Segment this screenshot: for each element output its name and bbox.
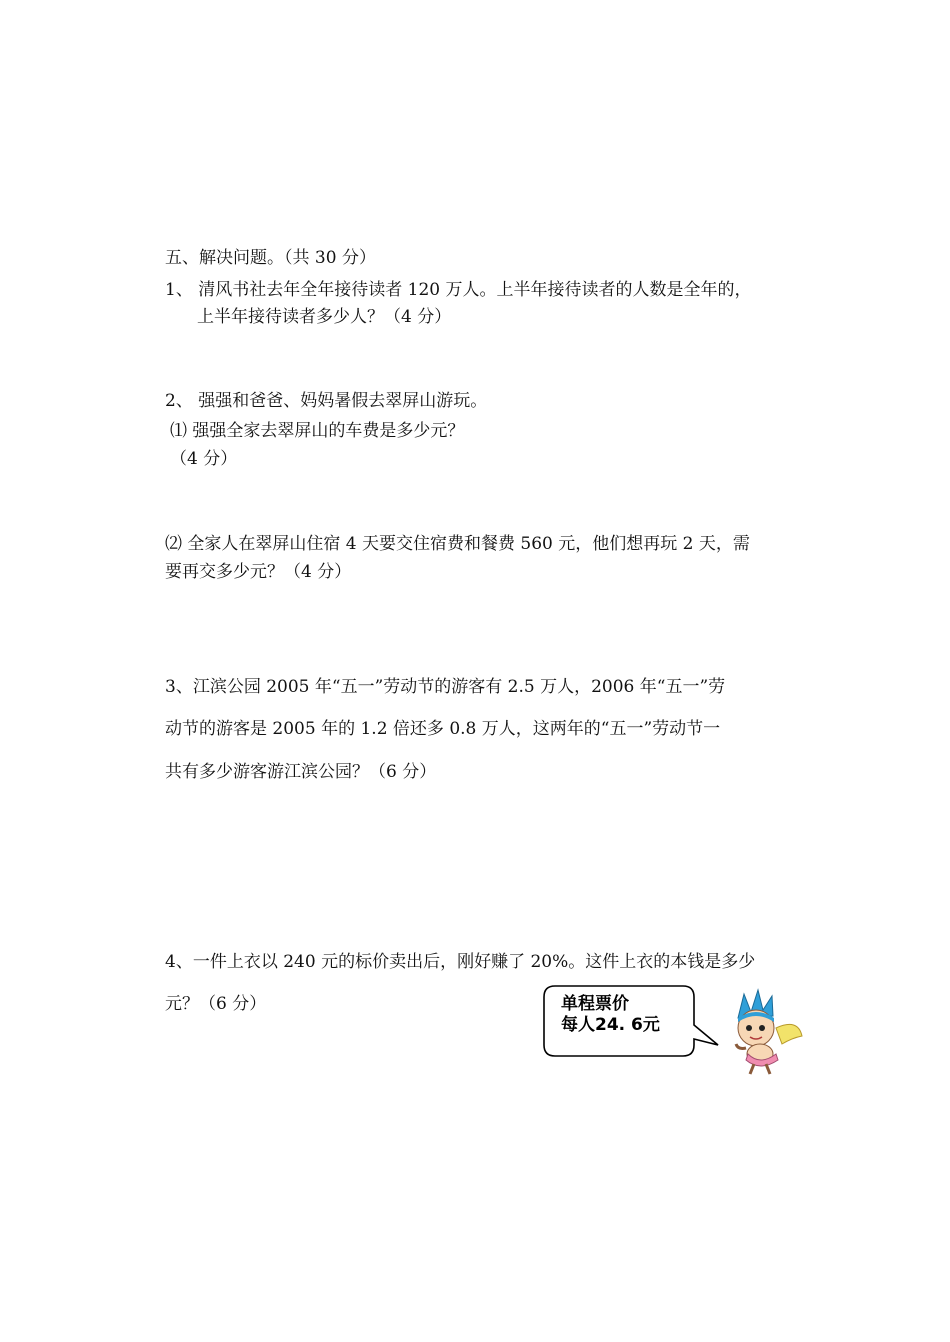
q2-part2-line2: 要再交多少元？（4 分）: [165, 562, 352, 582]
ticket-price-bubble: [543, 985, 695, 1057]
q4-line2: 元？（6 分）: [165, 994, 267, 1014]
q3-line2: 动节的游客是 2005 年的 1.2 倍还多 0.8 万人，这两年的“五一”劳动节一: [165, 719, 721, 739]
q3-line3: 共有多少游客游江滨公园？（6 分）: [165, 762, 437, 782]
bubble-text: [561, 994, 660, 1036]
bubble-line1: 单程票价: [561, 994, 629, 1014]
q2-part2-line1: ⑵ 全家人在翠屏山住宿 4 天要交住宿费和餐费 560 元，他们想再玩 2 天，需: [165, 534, 750, 554]
section-heading: 五、解决问题。（共 30 分）: [165, 248, 376, 268]
q4-line1: 4、一件上衣以 240 元的标价卖出后，刚好赚了 20%。这件上衣的本钱是多少: [165, 952, 756, 972]
q2-intro: 2、 强强和爸爸、妈妈暑假去翠屏山游玩。: [165, 391, 488, 411]
q2-part1-line2: （4 分）: [170, 449, 238, 469]
cartoon-girl-mascot-icon: [718, 988, 808, 1078]
q1-line1: 1、 清风书社去年全年接待读者 120 万人。上半年接待读者的人数是全年的，: [165, 280, 752, 300]
q1-line2: 上半年接待读者多少人？（4 分）: [197, 307, 452, 327]
q3-line1: 3、江滨公园 2005 年“五一”劳动节的游客有 2.5 万人，2006 年“五一”劳: [165, 677, 726, 697]
bubble-line2: 每人24. 6元: [561, 1015, 660, 1035]
q2-part1-line1: ⑴ 强强全家去翠屏山的车费是多少元？: [170, 421, 465, 441]
